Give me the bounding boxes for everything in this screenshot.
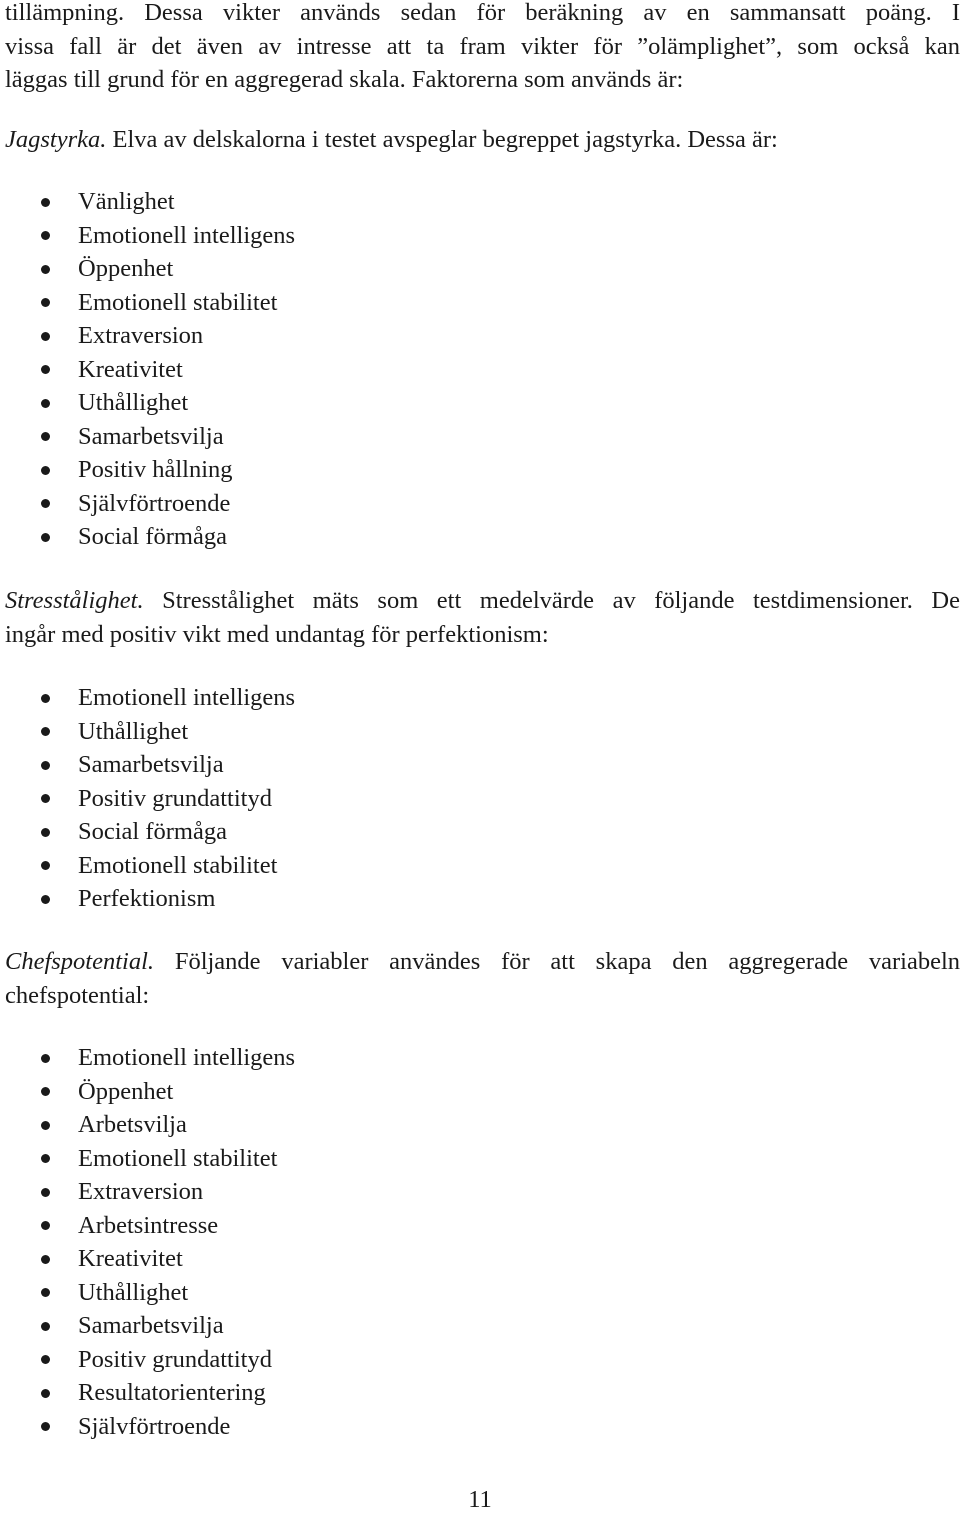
bullet-icon — [41, 1188, 50, 1197]
bullet-icon — [41, 761, 50, 770]
jagstyrka-line — [5, 123, 960, 157]
jagstyrka-paragraph — [5, 123, 960, 157]
chefspotential-line — [5, 945, 960, 979]
bullet-icon — [41, 1087, 50, 1096]
bullet-icon — [41, 794, 50, 803]
bullet-icon — [41, 399, 50, 408]
bullet-icon — [41, 694, 50, 703]
list-item-label: Öppenhet — [78, 1077, 174, 1105]
list-item-label: Arbetsvilja — [78, 1111, 187, 1138]
list-item-label: Samarbetsvilja — [78, 1312, 224, 1339]
list-item-label: Emotionell intelligens — [78, 221, 296, 249]
bullet-icon — [41, 1121, 50, 1130]
bullet-icon — [41, 1255, 50, 1264]
list-item-label: Uthållighet — [78, 389, 189, 416]
list-item-label: Arbetsintresse — [78, 1211, 219, 1239]
bullet-icon — [41, 1322, 50, 1331]
list-item-label: Uthållighet — [78, 717, 189, 745]
bullet-icon — [41, 332, 50, 341]
list-item — [0, 252, 700, 286]
list-item-label: Samarbetsvilja — [78, 422, 224, 450]
list-item — [0, 849, 700, 883]
list-item — [0, 815, 700, 849]
list-item-label: Emotionell stabilitet — [78, 288, 278, 316]
jagstyrka-list — [0, 185, 700, 554]
list-item — [0, 1075, 700, 1109]
list-item-label: Perfektionism — [78, 885, 216, 912]
page-number: 11 — [468, 1486, 492, 1513]
stresstalighet-term: Stresstålighet. — [5, 587, 144, 614]
bullet-icon — [41, 1389, 50, 1398]
list-item — [0, 185, 700, 219]
bullet-icon — [41, 499, 50, 508]
chefspotential-list — [0, 1041, 700, 1443]
list-item — [0, 386, 700, 420]
list-item-label: Extraversion — [78, 1178, 204, 1205]
list-item — [0, 420, 700, 454]
list-item — [0, 1175, 700, 1209]
bullet-icon — [41, 231, 50, 240]
list-item — [0, 715, 700, 749]
bullet-icon — [41, 365, 50, 374]
list-item-label: Uthållighet — [78, 1278, 189, 1306]
intro-line: läggas till grund för en aggregerad skala. Faktorerna som används är: — [5, 66, 684, 93]
list-item — [0, 1242, 700, 1276]
chefspotential-term: Chefspotential. — [5, 948, 155, 975]
bullet-icon — [41, 1154, 50, 1163]
stresstalighet-line: ingår med positiv vikt med undantag för perfektionism: — [5, 620, 549, 648]
list-item-label: Social förmåga — [78, 523, 227, 550]
bullet-icon — [41, 1355, 50, 1364]
bullet-icon — [41, 1054, 50, 1063]
list-item-label: Extraversion — [78, 322, 204, 349]
list-item — [0, 1410, 700, 1444]
bullet-icon — [41, 198, 50, 207]
bullet-icon — [41, 533, 50, 542]
list-item-label: Resultatorientering — [78, 1379, 266, 1406]
list-item-label: Vänlighet — [78, 188, 175, 215]
list-item-label: Samarbetsvilja — [78, 751, 224, 778]
intro-line: tillämpning. Dessa vikter används sedan för beräkning av en sammansatt poäng. I — [5, 0, 960, 26]
bullet-icon — [41, 895, 50, 904]
list-item — [0, 319, 700, 353]
list-item — [0, 1376, 700, 1410]
list-item-label: Självförtroende — [78, 1412, 231, 1440]
bullet-icon — [41, 298, 50, 307]
list-item-label: Social förmåga — [78, 818, 227, 845]
intro-paragraph — [5, 0, 960, 97]
bullet-icon — [41, 432, 50, 441]
bullet-icon — [41, 265, 50, 274]
intro-line: vissa fall är det även av intresse att ta fram vikter för ”olämplighet”, som också kan — [5, 32, 960, 60]
list-item — [0, 353, 700, 387]
list-item — [0, 1343, 700, 1377]
stresstalighet-list — [0, 681, 700, 916]
list-item — [0, 782, 700, 816]
bullet-icon — [41, 466, 50, 475]
list-item — [0, 1276, 700, 1310]
bullet-icon — [41, 1221, 50, 1230]
bullet-icon — [41, 828, 50, 837]
jagstyrka-term: Jagstyrka. — [5, 126, 107, 153]
list-item — [0, 520, 700, 554]
list-item — [0, 1142, 700, 1176]
chefspotential-text: Följande variabler användes för att skapa den aggregerade variabeln — [154, 948, 960, 975]
list-item — [0, 453, 700, 487]
chefspotential-paragraph — [5, 945, 960, 1012]
list-item — [0, 286, 700, 320]
list-item-label: Positiv grundattityd — [78, 1345, 272, 1373]
list-item-label: Emotionell stabilitet — [78, 1144, 278, 1172]
bullet-icon — [41, 1288, 50, 1297]
stresstalighet-line — [5, 584, 960, 618]
list-item — [0, 1309, 700, 1343]
list-item-label: Öppenhet — [78, 255, 174, 282]
list-item — [0, 748, 700, 782]
list-item — [0, 219, 700, 253]
list-item — [0, 1041, 700, 1075]
bullet-icon — [41, 1422, 50, 1431]
bullet-icon — [41, 727, 50, 736]
list-item-label: Kreativitet — [78, 355, 183, 383]
list-item — [0, 882, 700, 916]
list-item-label: Positiv grundattityd — [78, 784, 272, 812]
list-item — [0, 1108, 700, 1142]
stresstalighet-paragraph — [5, 584, 960, 651]
list-item — [0, 487, 700, 521]
list-item-label: Emotionell intelligens — [78, 1044, 296, 1071]
list-item — [0, 1209, 700, 1243]
list-item-label: Emotionell stabilitet — [78, 851, 278, 879]
stresstalighet-text: Stresstålighet mäts som ett medelvärde av följande testdimensioner. De — [143, 587, 960, 614]
list-item-label: Kreativitet — [78, 1245, 183, 1272]
list-item-label: Emotionell intelligens — [78, 684, 296, 711]
bullet-icon — [41, 861, 50, 870]
list-item — [0, 681, 700, 715]
jagstyrka-text: Elva av delskalorna i testet avspeglar begreppet jagstyrka. Dessa är: — [106, 126, 778, 153]
chefspotential-line: chefspotential: — [5, 981, 150, 1009]
list-item-label: Positiv hållning — [78, 456, 233, 483]
list-item-label: Självförtroende — [78, 489, 231, 517]
